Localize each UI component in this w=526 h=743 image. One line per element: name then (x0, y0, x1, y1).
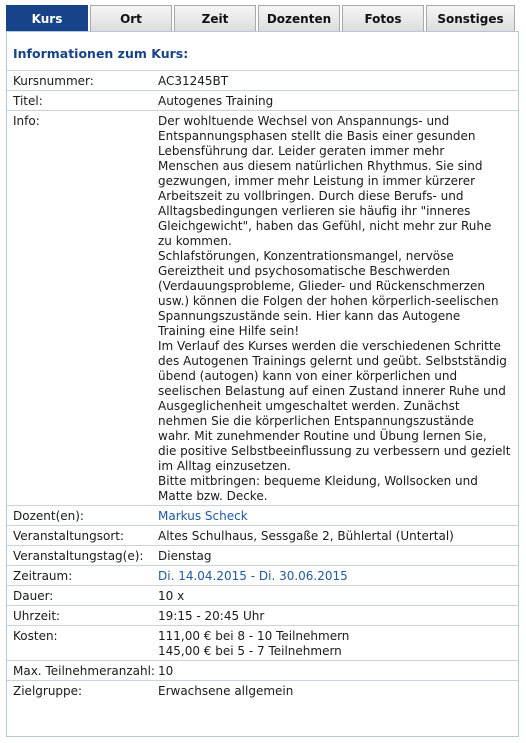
tab-fotos[interactable]: Fotos (342, 5, 424, 31)
row-zielgruppe (7, 680, 518, 700)
course-info-panel (6, 31, 519, 737)
row-uhrzeit (7, 605, 518, 625)
row-ort (7, 525, 518, 545)
row-titel (7, 90, 518, 110)
row-kursnummer (7, 70, 518, 90)
value-tag: Dienstag (158, 549, 212, 563)
label-kosten: Kosten: (13, 629, 58, 643)
value-info: Der wohltuende Wechsel von Anspannungs- und Entspannungsphasen stellt die Basis einer gesunden Lebensführung dar. Leider geraten immer mehr Menschen aus diesem natürlichen Rhythmus. Sie sind gezwungen, immer mehr Leistung in immer kürzerer Arbeitszeit zu vollbringen. Durch diese Berufs- und Alltagsbedingungen verlieren sie häufig ihr "inneres Gleichgewicht", haben das Gefühl, nicht mehr zur Ruhe zu kommen. Schlafstörungen, Konzentrationsmangel, nervöse Gereiztheit und psychosomatische Beschwerden (Verdauungsprobleme, Glieder- und Rückenschmerzen usw.) können die Folgen der hohen körperlich-seelischen Spannungszustände sein. Hier kann das Autogene Training eine Hilfe sein! Im Verlauf des Kurses werden die verschiedenen Schritte des Autogenen Trainings gelernt und geübt. Selbstständig übend (autogen) kann von einer körperlichen und seelischen Belastung auf einen Zustand innerer Ruhe und Ausgeglichenheit umgeschaltet werden. Zunächst nehmen Sie die körperlichen Entspannungszustände wahr. Mit zunehmender Routine und Übung lernen Sie, die positive Selbstbeeinflussung zu verbessern und gezielt im Alltag einzusetzen. Bitte mitbringen: bequeme Kleidung, Wollsocken und Matte bzw. Decke. (158, 114, 511, 503)
label-tag: Veranstaltungstag(e): (13, 549, 144, 563)
label-kursnummer: Kursnummer: (13, 74, 94, 88)
tab-ort[interactable]: Ort (90, 5, 172, 31)
row-zeitraum (7, 565, 518, 585)
value-zielgruppe: Erwachsene allgemein (158, 684, 294, 698)
label-uhrzeit: Uhrzeit: (13, 609, 61, 623)
details-table (7, 70, 518, 700)
row-dozent (7, 505, 518, 525)
value-uhrzeit: 19:15 - 20:45 Uhr (158, 609, 265, 623)
row-dauer (7, 585, 518, 605)
label-dauer: Dauer: (13, 589, 54, 603)
row-info (7, 110, 518, 505)
tab-dozenten[interactable]: Dozenten (258, 5, 340, 31)
row-max (7, 660, 518, 680)
tab-kurs[interactable]: Kurs (6, 5, 88, 31)
label-zielgruppe: Zielgruppe: (13, 684, 83, 698)
zeitraum-link[interactable]: Di. 14.04.2015 - Di. 30.06.2015 (158, 569, 348, 583)
value-kosten: 111,00 € bei 8 - 10 Teilnehmern 145,00 € bei 5 - 7 Teilnehmern (158, 629, 350, 658)
label-dozent: Dozent(en): (13, 509, 84, 523)
value-kursnummer: AC31245BT (158, 74, 229, 88)
value-ort: Altes Schulhaus, Sessgaße 2, Bühlertal (Untertal) (158, 529, 454, 543)
value-max: 10 (158, 664, 174, 678)
section-title: Informationen zum Kurs: (13, 46, 189, 61)
value-dauer: 10 x (158, 589, 185, 603)
tab-sonstiges[interactable]: Sonstiges (426, 5, 515, 31)
row-tag (7, 545, 518, 565)
label-ort: Veranstaltungsort: (13, 529, 125, 543)
label-info: Info: (13, 114, 40, 128)
label-titel: Titel: (13, 94, 43, 108)
value-titel: Autogenes Training (158, 94, 274, 108)
label-max: Max. Teilnehmeranzahl: (13, 664, 155, 678)
tab-bar (6, 5, 519, 31)
tab-zeit[interactable]: Zeit (174, 5, 256, 31)
dozent-link[interactable]: Markus Scheck (158, 509, 248, 523)
label-zeitraum: Zeitraum: (13, 569, 73, 583)
row-kosten (7, 625, 518, 660)
